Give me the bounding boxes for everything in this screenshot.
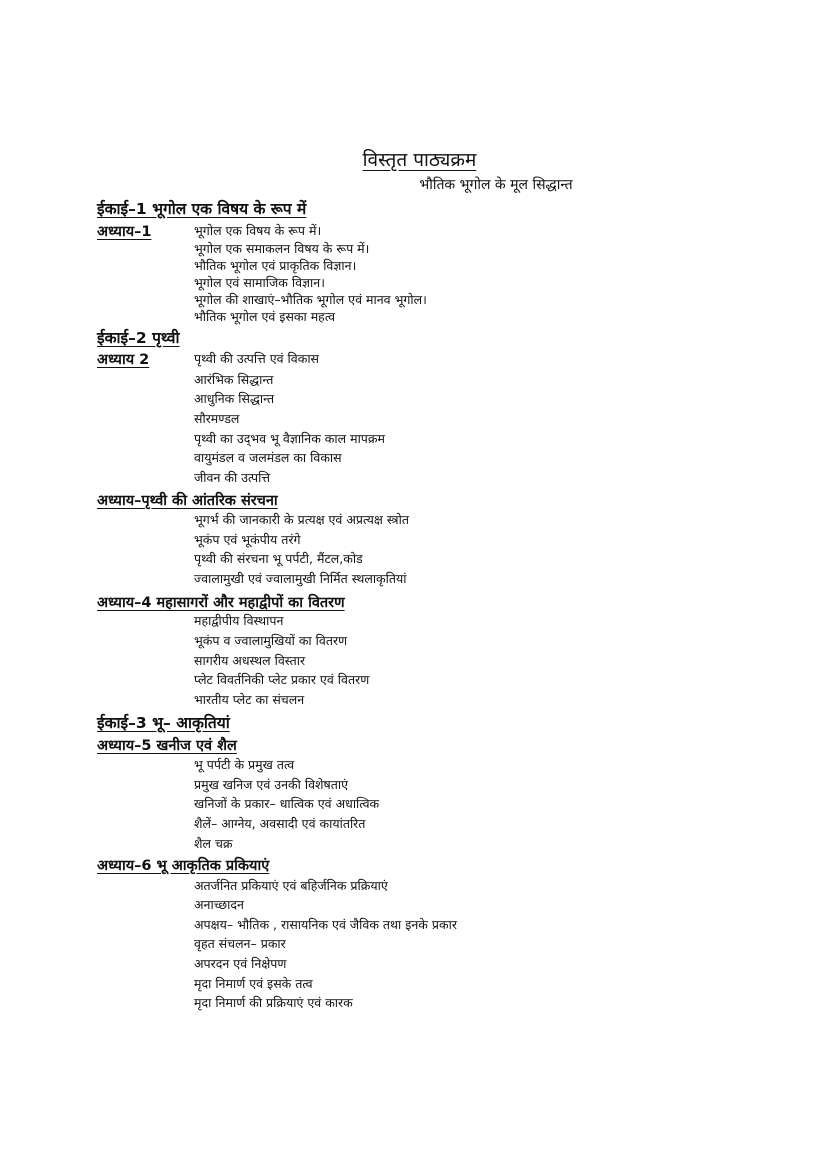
chapter6-heading: अध्याय–6 भू आकृतिक प्रकियाएं	[97, 858, 270, 874]
chapter4-heading: अध्याय–4 महासागरों और महाद्वीपों का वितरण	[97, 595, 345, 611]
chapter4-item: भारतीय प्लेट का संचलन	[194, 692, 305, 707]
chapter2-item: पृथ्वी की उत्पत्ति एवं विकास	[194, 351, 320, 366]
unit2-heading: ईकाई–2 पृथ्वी	[97, 329, 180, 347]
chapter3-item: भूकंप एवं भूकंपीय तरंगे	[194, 532, 301, 547]
chapter6-item: मृदा निमार्ण एवं इसके तत्व	[194, 976, 313, 991]
title-text: विस्तृत पाठ्यक्रम	[362, 149, 477, 171]
chapter2-item: जीवन की उत्पत्ति	[194, 470, 271, 485]
chapter1-item: भौतिक भूगोल एवं इसका महत्व	[194, 309, 336, 324]
chapter6-item: मृदा निमार्ण की प्रक्रियाएं एवं कारक	[194, 995, 353, 1010]
chapter1-label: अध्याय–1	[97, 224, 152, 240]
chapter5-item: खनिजों के प्रकार– धात्विक एवं अधात्विक	[194, 796, 380, 811]
page-subtitle: भौतिक भूगोल के मूल सिद्धान्त	[419, 177, 573, 193]
chapter3-item: पृथ्वी की संरचना भू पर्पटी, मैंटल,कोड	[194, 551, 363, 566]
chapter6-item: अतर्जनित प्रकियाएं एवं बहिर्जनिक प्रक्रियाएं	[194, 878, 388, 893]
chapter4-item: सागरीय अधस्थल विस्तार	[194, 653, 306, 668]
chapter1-item: भूगोल एवं सामाजिक विज्ञान।	[194, 275, 325, 290]
chapter2-item: सौरमण्डल	[194, 411, 240, 426]
unit3-heading: ईकाई–3 भू– आकृतियां	[97, 714, 230, 732]
chapter5-item: भू पर्पटी के प्रमुख तत्व	[194, 757, 295, 772]
chapter5-item: शैलें– आग्नेय, अवसादी एवं कायांतरित	[194, 816, 366, 831]
chapter3-heading: अध्याय–पृथ्वी की आंतरिक संरचना	[97, 493, 278, 509]
chapter4-item: प्लेट विवर्तनिकी प्लेट प्रकार एवं वितरण	[194, 672, 370, 687]
chapter2-item: वायुमंडल व जलमंडल का विकास	[194, 450, 342, 465]
chapter5-heading: अध्याय–5 खनीज एवं शैल	[97, 738, 237, 754]
chapter2-item: पृथ्वी का उद्‌भव भू वैज्ञानिक काल मापक्रम	[194, 431, 385, 446]
chapter1-item: भूगोल एक विषय के रूप में।	[194, 223, 322, 238]
unit1-heading: ईकाई–1 भूगोल एक विषय के रूप में	[97, 200, 307, 218]
chapter6-item: वृहत संचलन– प्रकार	[194, 936, 286, 951]
chapter1-item: भूगोल की शाखाएं–भौतिक भूगोल एवं मानव भूगोल।	[194, 292, 427, 307]
chapter1-item: भौतिक भूगोल एवं प्राकृतिक विज्ञान।	[194, 258, 357, 273]
chapter6-item: अपरदन एवं निक्षेपण	[194, 956, 287, 971]
chapter4-item: महाद्वीपीय विस्थापन	[194, 613, 284, 628]
page-title	[0, 146, 827, 172]
chapter2-item: आधुनिक सिद्धान्त	[194, 391, 275, 406]
chapter6-item: अपक्षय– भौतिक , रासायनिक एवं जैविक तथा इनके प्रकार	[194, 917, 457, 932]
chapter1-item: भूगोल एक समाकलन विषय के रूप में।	[194, 241, 370, 256]
chapter5-item: प्रमुख खनिज एवं उनकी विशेषताएं	[194, 777, 349, 792]
chapter5-item: शैल चक्र	[194, 836, 233, 851]
chapter3-item: ज्वालामुखी एवं ज्वालामुखी निर्मित स्थलाकृतियां	[194, 571, 407, 586]
chapter3-item: भूगर्भ की जानकारी के प्रत्यक्ष एवं अप्रत्यक्ष स्त्रोत	[194, 512, 409, 527]
chapter4-item: भूकंप व ज्वालामुखियों का वितरण	[194, 633, 348, 648]
chapter6-item: अनाच्छादन	[194, 897, 244, 912]
chapter2-item: आरंभिक सिद्धान्त	[194, 372, 274, 387]
chapter2-label: अध्याय 2	[97, 352, 150, 368]
